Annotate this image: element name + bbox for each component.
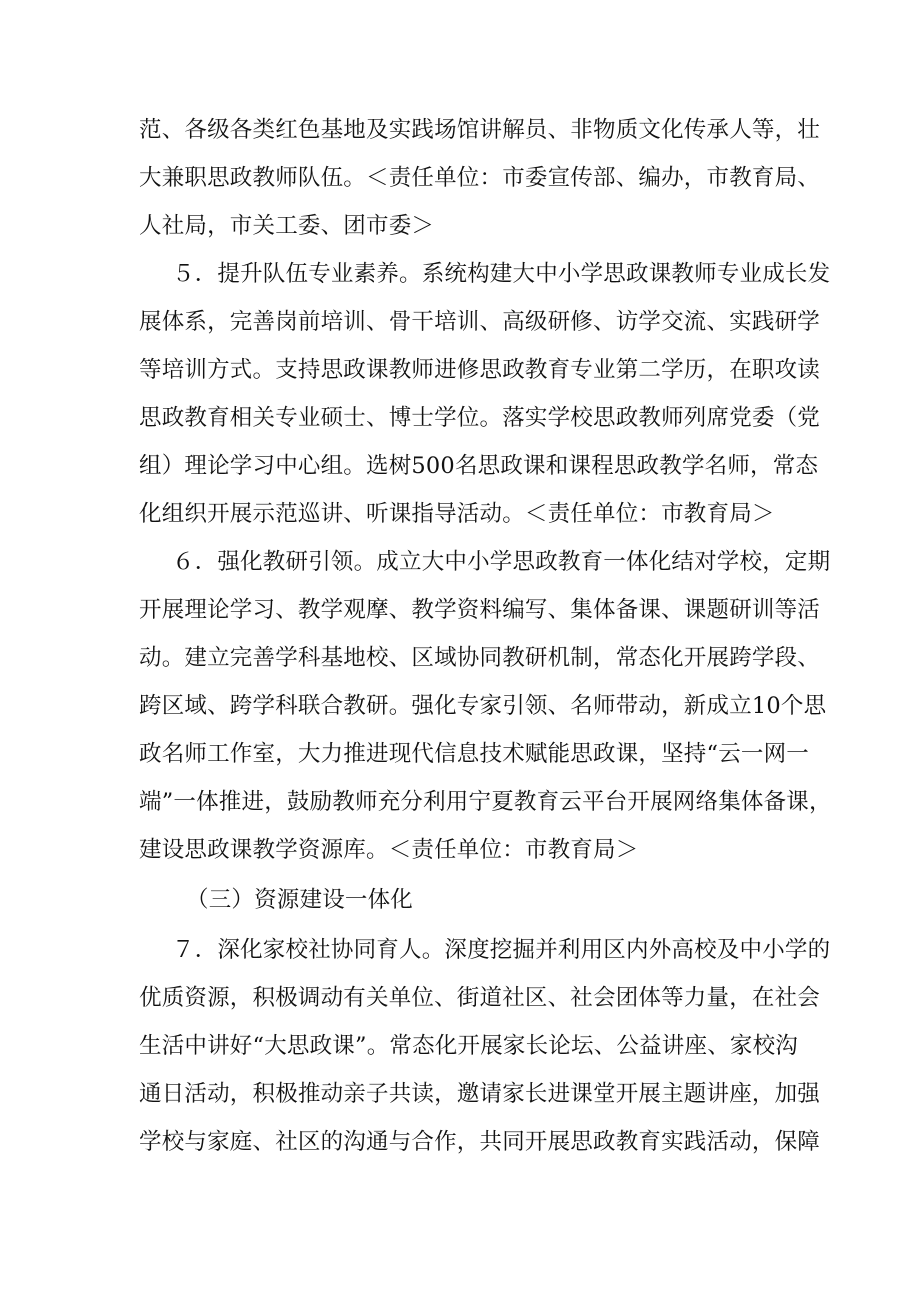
body-text-line: 通日活动，积极推动亲子共读，邀请家长进课堂开展主题讲座，加强: [139, 1081, 821, 1107]
body-text-line: 化组织开展示范巡讲、听课指导活动。＜责任单位：市教育局＞: [139, 501, 775, 527]
body-text-line: 动。建立完善学科基地校、区域协同教研机制，常态化开展跨学段、: [139, 645, 821, 671]
body-text-line: 大兼职思政教师队伍。＜责任单位：市委宣传部、编办，市教育局、: [139, 165, 821, 191]
body-text-line: 政名师工作室，大力推进现代信息技术赋能思政课，坚持“云一网一: [139, 741, 810, 767]
body-text-line: 生活中讲好“大思政课”。常态化开展家长论坛、公益讲座、家校沟: [139, 1033, 799, 1059]
body-text-line: 开展理论学习、教学观摩、教学资料编写、集体备课、课题研训等活: [139, 597, 821, 623]
body-text-line: 组）理论学习中心组。选树500名思政课和课程思政教学名师，常态: [139, 453, 819, 479]
body-text-line: 优质资源，积极调动有关单位、街道社区、社会团体等力量，在社会: [139, 985, 821, 1011]
body-text-line: 思政教育相关专业硕士、博士学位。落实学校思政教师列席党委（党: [139, 405, 821, 431]
body-text-line: 展体系，完善岗前培训、骨干培训、高级研修、访学交流、实践研学: [139, 309, 821, 335]
body-text-line: 人社局，市关工委、团市委＞: [139, 213, 435, 239]
body-text-line: 跨区域、跨学科联合教研。强化专家引领、名师带动，新成立10个思: [139, 693, 827, 719]
body-text-line: 等培训方式。支持思政课教师进修思政教育专业第二学历，在职攻读: [139, 357, 821, 383]
body-text-line: 建设思政课教学资源库。＜责任单位：市教育局＞: [139, 837, 639, 863]
paragraph-first-line: ５．提升队伍专业素养。系统构建大中小学思政课教师专业成长发: [172, 261, 831, 287]
paragraph-first-line: ６．强化教研引领。成立大中小学思政教育一体化结对学校，定期: [172, 549, 831, 575]
body-text-line: 学校与家庭、社区的沟通与合作，共同开展思政教育实践活动，保障: [139, 1129, 821, 1155]
paragraph-first-line: ７．深化家校社协同育人。深度挖掘并利用区内外高校及中小学的: [172, 937, 831, 963]
body-text-line: 范、各级各类红色基地及实践场馆讲解员、非物质文化传承人等，壮: [139, 117, 821, 143]
body-text-line: 端”一体推进，鼓励教师充分利用宁夏教育云平台开展网络集体备课，: [139, 789, 832, 815]
section-heading: （三）资源建设一体化: [186, 887, 414, 913]
